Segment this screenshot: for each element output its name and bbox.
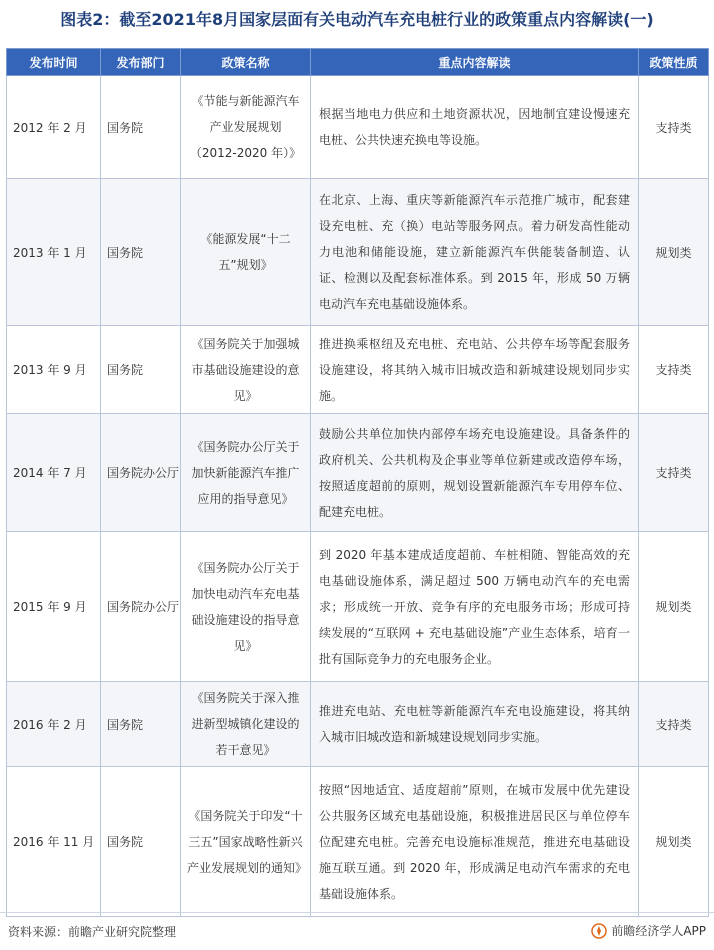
cell-type: 规划类 xyxy=(639,532,709,682)
footer xyxy=(0,912,714,950)
table-row xyxy=(7,179,709,326)
table-row xyxy=(7,532,709,682)
table-row xyxy=(7,414,709,532)
cell-policy-name: 《能源发展“十二五”规划》 xyxy=(181,179,311,326)
table-header-row xyxy=(7,49,709,76)
cell-content: 推进充电站、充电桩等新能源汽车充电设施建设，将其纳入城市旧城改造和新城建设规划同步实施。 xyxy=(311,682,639,767)
cell-date: 2013 年 1 月 xyxy=(7,179,101,326)
cell-date: 2016 年 2 月 xyxy=(7,682,101,767)
cell-policy-name: 《国务院办公厅关于加快新能源汽车推广应用的指导意见》 xyxy=(181,414,311,532)
cell-date: 2016 年 11 月 xyxy=(7,767,101,917)
source-note: 资料来源：前瞻产业研究院整理 xyxy=(8,925,177,939)
table-row xyxy=(7,76,709,179)
cell-policy-name: 《国务院关于深入推进新型城镇化建设的若干意见》 xyxy=(181,682,311,767)
cell-type: 支持类 xyxy=(639,76,709,179)
cell-type: 规划类 xyxy=(639,767,709,917)
cell-dept: 国务院 xyxy=(101,76,181,179)
cell-content: 推进换乘枢纽及充电桩、充电站、公共停车场等配套服务设施建设，将其纳入城市旧城改造和新城建设规划同步实施。 xyxy=(311,326,639,414)
cell-type: 支持类 xyxy=(639,682,709,767)
cell-policy-name: 《国务院关于加强城市基础设施建设的意见》 xyxy=(181,326,311,414)
cell-policy-name: 《国务院关于印发“十三五”国家战略性新兴产业发展规划的通知》 xyxy=(181,767,311,917)
cell-type: 规划类 xyxy=(639,179,709,326)
header-content: 重点内容解读 xyxy=(311,49,639,76)
cell-content: 鼓励公共单位加快内部停车场充电设施建设。具备条件的政府机关、公共机构及企事业等单位新建或改造停车场，按照适度超前的原则，规划设置新能源汽车专用停车位、配建充电桩。 xyxy=(311,414,639,532)
cell-dept: 国务院办公厅 xyxy=(101,414,181,532)
cell-date: 2012 年 2 月 xyxy=(7,76,101,179)
cell-date: 2013 年 9 月 xyxy=(7,326,101,414)
cell-type: 支持类 xyxy=(639,414,709,532)
cell-content: 到 2020 年基本建成适度超前、车桩相随、智能高效的充电基础设施体系，满足超过 500 万辆电动汽车的充电需求；形成统一开放、竞争有序的充电服务市场；形成可持续发展的“互联网 + 充电基础设施”产业生态体系，培育一批有国际竞争力的充电服务企业。 xyxy=(311,532,639,682)
table-row xyxy=(7,767,709,917)
header-date: 发布时间 xyxy=(7,49,101,76)
brand xyxy=(591,922,706,939)
page-title: 图表2：截至2021年8月国家层面有关电动汽车充电桩行业的政策重点内容解读(一) xyxy=(60,10,654,29)
cell-content: 在北京、上海、重庆等新能源汽车示范推广城市，配套建设充电桩、充（换）电站等服务网点。着力研发高性能动力电池和储能设施，建立新能源汽车供能装备制造、认证、检测以及配套标准体系。到 2015 年，形成 50 万辆电动汽车充电基础设施体系。 xyxy=(311,179,639,326)
compass-logo-icon xyxy=(591,923,607,939)
cell-policy-name: 《国务院办公厅关于加快电动汽车充电基础设施建设的指导意见》 xyxy=(181,532,311,682)
cell-dept: 国务院办公厅 xyxy=(101,532,181,682)
cell-policy-name: 《节能与新能源汽车产业发展规划（2012-2020 年）》 xyxy=(181,76,311,179)
cell-type: 支持类 xyxy=(639,326,709,414)
header-type: 政策性质 xyxy=(639,49,709,76)
cell-content: 根据当地电力供应和土地资源状况，因地制宜建设慢速充电桩、公共快速充换电等设施。 xyxy=(311,76,639,179)
cell-date: 2015 年 9 月 xyxy=(7,532,101,682)
cell-dept: 国务院 xyxy=(101,326,181,414)
cell-dept: 国务院 xyxy=(101,767,181,917)
header-dept: 发布部门 xyxy=(101,49,181,76)
table-row xyxy=(7,326,709,414)
cell-content: 按照“因地适宜、适度超前”原则，在城市发展中优先建设公共服务区域充电基础设施，积极推进居民区与单位停车位配建充电桩。完善充电设施标准规范，推进充电基础设施互联互通。到 2020 年，形成满足电动汽车需求的充电基础设施体系。 xyxy=(311,767,639,917)
table-row xyxy=(7,682,709,767)
cell-dept: 国务院 xyxy=(101,179,181,326)
cell-dept: 国务院 xyxy=(101,682,181,767)
cell-date: 2014 年 7 月 xyxy=(7,414,101,532)
policy-table xyxy=(6,48,709,917)
header-name: 政策名称 xyxy=(181,49,311,76)
brand-label: 前瞻经济学人APP xyxy=(611,924,706,938)
